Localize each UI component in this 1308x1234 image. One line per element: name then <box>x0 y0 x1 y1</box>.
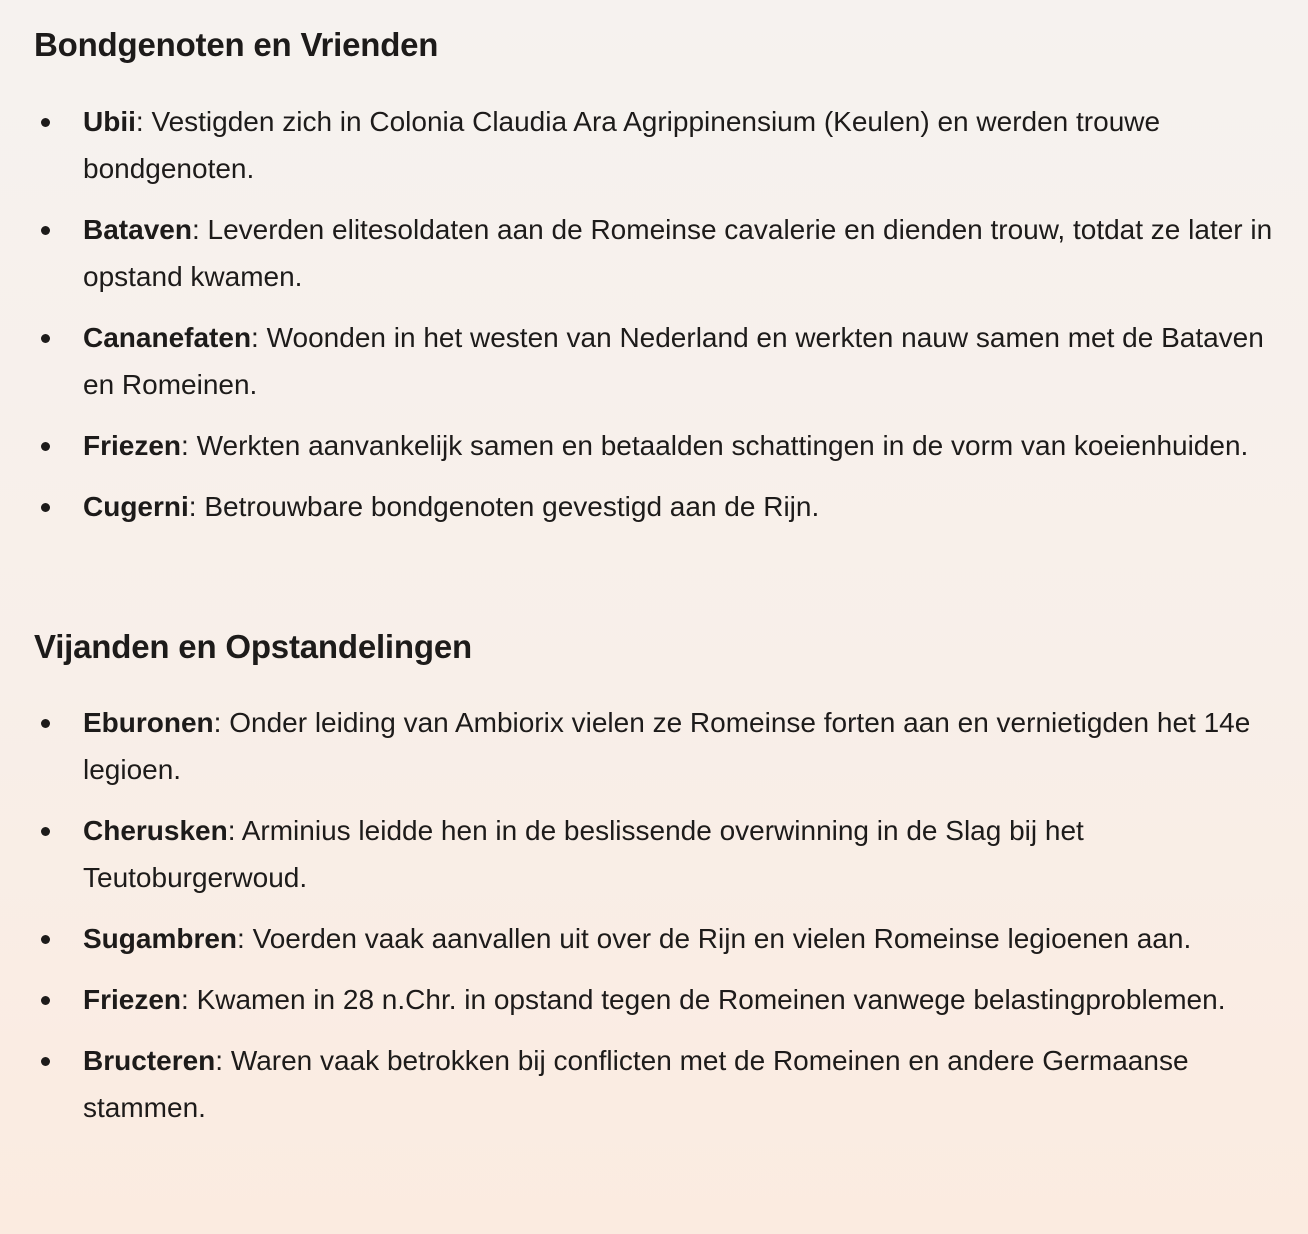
tribe-name: Friezen <box>83 430 182 461</box>
list-item <box>34 1037 1296 1131</box>
list-item <box>34 314 1296 408</box>
bullet-icon <box>41 935 50 944</box>
tribe-name: Cherusken <box>83 815 228 846</box>
list-item <box>34 206 1296 300</box>
bullet-icon <box>41 996 50 1005</box>
tribe-name: Bataven <box>83 214 192 245</box>
separator: : <box>227 815 236 846</box>
bullet-icon <box>41 118 50 127</box>
list-item <box>34 915 1296 962</box>
tribe-description: Betrouwbare bondgenoten gevestigd aan de Rijn. <box>196 491 820 522</box>
separator: : <box>237 923 245 954</box>
tribe-name: Friezen <box>83 984 182 1015</box>
bullet-icon <box>41 334 50 343</box>
tribe-description: Leverden elitesoldaten aan de Romeinse cavalerie en dienden trouw, totdat ze later in opstand kwamen. <box>83 214 1273 292</box>
separator: : <box>181 430 189 461</box>
tribe-description: Onder leiding van Ambiorix vielen ze Romeinse forten aan en vernietigden het 14e legioen. <box>83 707 1251 785</box>
tribe-description: Waren vaak betrokken bij conflicten met de Romeinen en andere Germaanse stammen. <box>83 1045 1189 1123</box>
separator: : <box>191 214 200 245</box>
tribe-name: Cugerni <box>83 491 189 522</box>
bullet-icon <box>41 1057 50 1066</box>
tribe-description: Arminius leidde hen in de beslissende overwinning in de Slag bij het Teutoburgerwoud. <box>83 815 1084 893</box>
separator: : <box>213 707 222 738</box>
bullet-icon <box>41 442 50 451</box>
tribe-name: Eburonen <box>83 707 214 738</box>
tribe-description: Kwamen in 28 n.Chr. in opstand tegen de Romeinen vanwege belastingproblemen. <box>188 984 1226 1015</box>
separator: : <box>135 106 144 137</box>
bullet-icon <box>41 827 50 836</box>
bullet-icon <box>41 719 50 728</box>
tribe-description: Voerden vaak aanvallen uit over de Rijn en vielen Romeinse legioenen aan. <box>244 923 1192 954</box>
tribe-description: Werkten aanvankelijk samen en betaalden schattingen in de vorm van koeienhuiden. <box>188 430 1249 461</box>
list-item <box>34 422 1296 469</box>
separator: : <box>215 1045 224 1076</box>
bullet-icon <box>41 503 50 512</box>
list-item <box>34 699 1296 793</box>
tribe-name: Ubii <box>83 106 136 137</box>
list-item <box>34 483 1296 530</box>
bullet-icon <box>41 226 50 235</box>
separator: : <box>188 491 197 522</box>
list-item <box>34 98 1296 192</box>
allies-list <box>34 98 1296 544</box>
tribe-name: Bructeren <box>83 1045 216 1076</box>
section-heading-enemies: Vijanden en Opstandelingen <box>34 628 472 665</box>
separator: : <box>251 322 259 353</box>
list-item <box>34 976 1296 1023</box>
separator: : <box>181 984 189 1015</box>
tribe-description: Woonden in het westen van Nederland en werkten nauw samen met de Bataven en Romeinen. <box>83 322 1264 400</box>
tribe-description: Vestigden zich in Colonia Claudia Ara Agrippinensium (Keulen) en werden trouwe bondgenoten. <box>83 106 1161 184</box>
list-item <box>34 807 1296 901</box>
enemies-list <box>34 699 1296 1145</box>
section-heading-allies: Bondgenoten en Vrienden <box>34 26 439 63</box>
tribe-name: Sugambren <box>83 923 238 954</box>
tribe-name: Cananefaten <box>83 322 252 353</box>
